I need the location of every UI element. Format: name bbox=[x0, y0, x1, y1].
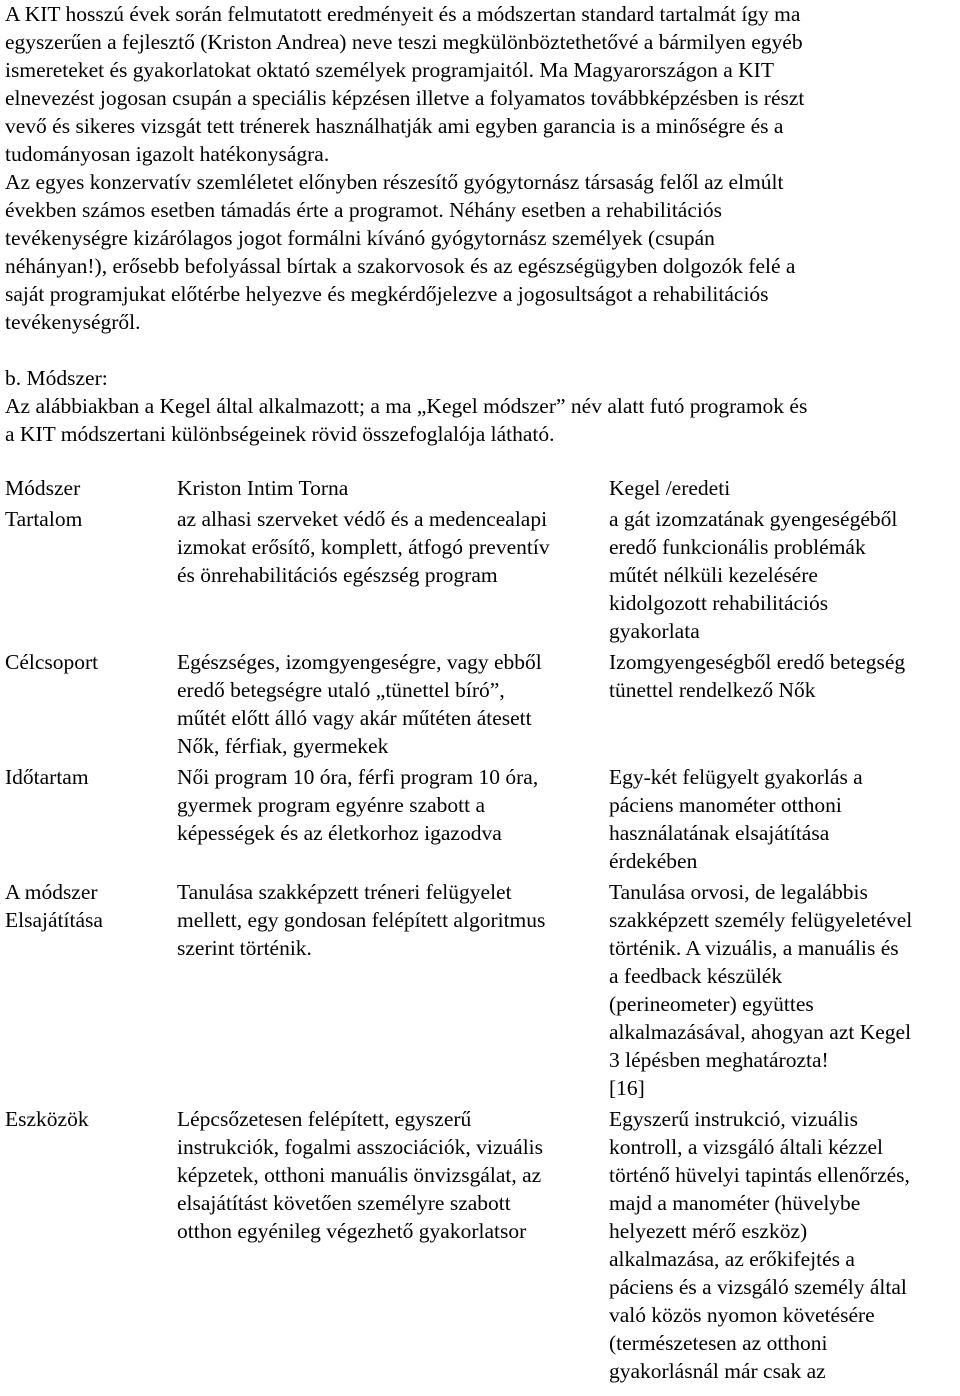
kegel-cell bbox=[609, 505, 955, 648]
cell-text-line: műtét előtt álló vagy akár műtéten átesett bbox=[177, 706, 532, 730]
kegel-cell bbox=[609, 878, 955, 1105]
cell-text-line: szakképzett személy felügyeletével bbox=[609, 908, 913, 932]
table-row bbox=[5, 505, 955, 648]
kit-cell bbox=[177, 1105, 609, 1388]
text-line: tudományosan igazolt hatékonyságra. bbox=[5, 142, 330, 166]
text-line: tevékenységre kizárólagos jogot formálni kívánó gyógytornász személyek (csupán bbox=[5, 226, 715, 250]
cell-text-line: tünettel rendelkező Nők bbox=[609, 678, 816, 702]
cell-text-line: otthon egyénileg végezhető gyakorlatsor bbox=[177, 1219, 527, 1243]
table-row bbox=[5, 878, 955, 1105]
header-cell-kit: Kriston Intim Torna bbox=[177, 476, 349, 500]
header-cell-method: Módszer bbox=[5, 476, 81, 500]
text-line: ismereteket és gyakorlatokat oktató személyek programjaitól. Ma Magyarországon a KIT bbox=[5, 58, 774, 82]
header-cell-kegel: Kegel /eredeti bbox=[609, 476, 731, 500]
text-line: a KIT módszertani különbségeinek rövid összefoglalója látható. bbox=[5, 422, 555, 446]
cell-text-line: Nők, férfiak, gyermekek bbox=[177, 734, 389, 758]
kegel-cell bbox=[609, 763, 955, 878]
cell-text-line: Tanulása orvosi, de legalábbis bbox=[609, 880, 868, 904]
cell-text-line: az alhasi szerveket védő és a medencealapi bbox=[177, 507, 548, 531]
text-line: években számos esetben támadás érte a programot. Néhány esetben a rehabilitációs bbox=[5, 198, 722, 222]
cell-text-line: elsajátítást követően személyre szabott bbox=[177, 1191, 511, 1215]
cell-text-line: történő hüvelyi tapintás ellenőrzés, bbox=[609, 1163, 910, 1187]
row-label-cell bbox=[5, 1105, 177, 1388]
cell-text-line: Célcsoport bbox=[5, 650, 99, 674]
cell-text-line: gyermek program egyénre szabott a bbox=[177, 793, 486, 817]
second-paragraph bbox=[5, 168, 955, 336]
cell-text-line: műtét nélküli kezelésére bbox=[609, 563, 818, 587]
cell-text-line: eredő funkcionális problémák bbox=[609, 535, 866, 559]
cell-text-line: Lépcsőzetesen felépített, egyszerű bbox=[177, 1107, 472, 1131]
kit-cell bbox=[177, 648, 609, 763]
row-label-cell bbox=[5, 505, 177, 648]
cell-text-line: alkalmazásával, ahogyan azt Kegel bbox=[609, 1020, 912, 1044]
row-label-cell bbox=[5, 648, 177, 763]
cell-text-line: eredő betegségre utaló „tünettel bíró”, bbox=[177, 678, 505, 702]
section-paragraph bbox=[5, 364, 955, 448]
comparison-table bbox=[5, 474, 955, 1388]
cell-text-line: izmokat erősítő, komplett, átfogó preventív bbox=[177, 535, 550, 559]
cell-text-line: történik. A vizuális, a manuális és bbox=[609, 936, 899, 960]
cell-text-line: 3 lépésben meghatározta! bbox=[609, 1048, 829, 1072]
text-line: Az alábbiakban a Kegel által alkalmazott; a ma „Kegel módszer” név alatt futó programok és bbox=[5, 394, 808, 418]
cell-text-line: érdekében bbox=[609, 849, 698, 873]
text-line: néhányan!), erősebb befolyással bírtak a szakorvosok és az egészségügyben dolgozók felé a bbox=[5, 254, 796, 278]
cell-text-line: a feedback készülék bbox=[609, 964, 783, 988]
text-line: egyszerűen a fejlesztő (Kriston Andrea) neve teszi megkülönböztethetővé a bármilyen egyéb bbox=[5, 30, 803, 54]
kegel-cell bbox=[609, 1105, 955, 1388]
cell-text-line: páciens és a vizsgáló személy által bbox=[609, 1275, 907, 1299]
document-page bbox=[5, 0, 955, 1383]
cell-text-line: és önrehabilitációs egészség program bbox=[177, 563, 498, 587]
cell-text-line: helyezett mérő eszköz) bbox=[609, 1219, 808, 1243]
cell-text-line: Eszközök bbox=[5, 1107, 89, 1131]
kit-cell bbox=[177, 763, 609, 878]
cell-text-line: Időtartam bbox=[5, 765, 89, 789]
cell-text-line: Női program 10 óra, férfi program 10 óra, bbox=[177, 765, 539, 789]
text-line: saját programjukat előtérbe helyezve és megkérdőjelezve a jogosultságot a rehabilitációs bbox=[5, 282, 769, 306]
cell-text-line: gyakorlata bbox=[609, 619, 700, 643]
cell-text-line: A módszer bbox=[5, 880, 98, 904]
cell-text-line: Egy-két felügyelt gyakorlás a bbox=[609, 765, 863, 789]
text-line: vevő és sikeres vizsgát tett trénerek használhatják ami egyben garancia is a minőségre és a bbox=[5, 114, 784, 138]
cell-text-line: instrukciók, fogalmi asszociációk, vizuális bbox=[177, 1135, 544, 1159]
kit-cell bbox=[177, 878, 609, 1105]
kegel-cell bbox=[609, 648, 955, 763]
row-label-cell bbox=[5, 878, 177, 1105]
cell-text-line: Elsajátítása bbox=[5, 908, 103, 932]
cell-text-line: (perineometer) együttes bbox=[609, 992, 814, 1016]
cell-text-line: alkalmazása, az erőkifejtés a bbox=[609, 1247, 855, 1271]
cell-text-line: Tartalom bbox=[5, 507, 83, 531]
text-line: elnevezést jogosan csupán a speciális képzésen illetve a folyamatos továbbképzésben is részt bbox=[5, 86, 805, 110]
kit-cell bbox=[177, 505, 609, 648]
cell-text-line: [16] bbox=[609, 1076, 645, 1100]
text-line: A KIT hosszú évek során felmutatott eredményeit és a módszertan standard tartalmát így ma bbox=[5, 2, 801, 26]
cell-text-line: gyakorlásnál már csak az bbox=[609, 1359, 826, 1383]
cell-text-line: a gát izomzatának gyengeségéből bbox=[609, 507, 898, 531]
intro-paragraph bbox=[5, 0, 955, 168]
cell-text-line: mellett, egy gondosan felépített algoritmus bbox=[177, 908, 546, 932]
text-line: tevékenységről. bbox=[5, 310, 141, 334]
cell-text-line: kontroll, a vizsgáló általi kézzel bbox=[609, 1135, 884, 1159]
cell-text-line: (természetesen az otthoni bbox=[609, 1331, 828, 1355]
table-row bbox=[5, 1105, 955, 1388]
cell-text-line: Tanulása szakképzett tréneri felügyelet bbox=[177, 880, 512, 904]
cell-text-line: Egyszerű instrukció, vizuális bbox=[609, 1107, 858, 1131]
section-title: b. Módszer: bbox=[5, 366, 108, 390]
cell-text-line: Izomgyengeségből eredő betegség bbox=[609, 650, 906, 674]
cell-text-line: képességek és az életkorhoz igazodva bbox=[177, 821, 502, 845]
table-row bbox=[5, 648, 955, 763]
text-line: Az egyes konzervatív szemléletet előnyben részesítő gyógytornász társaság felől az elmúlt bbox=[5, 170, 784, 194]
cell-text-line: használatának elsajátítása bbox=[609, 821, 830, 845]
cell-text-line: szerint történik. bbox=[177, 936, 312, 960]
cell-text-line: Egészséges, izomgyengeségre, vagy ebből bbox=[177, 650, 542, 674]
cell-text-line: képzetek, otthoni manuális önvizsgálat, az bbox=[177, 1163, 542, 1187]
cell-text-line: való közös nyomon követésére bbox=[609, 1303, 875, 1327]
table-body bbox=[5, 474, 955, 1388]
table-header-row bbox=[5, 474, 955, 505]
cell-text-line: kidolgozott rehabilitációs bbox=[609, 591, 829, 615]
cell-text-line: páciens manométer otthoni bbox=[609, 793, 842, 817]
cell-text-line: majd a manométer (hüvelybe bbox=[609, 1191, 861, 1215]
row-label-cell bbox=[5, 763, 177, 878]
table-row bbox=[5, 763, 955, 878]
